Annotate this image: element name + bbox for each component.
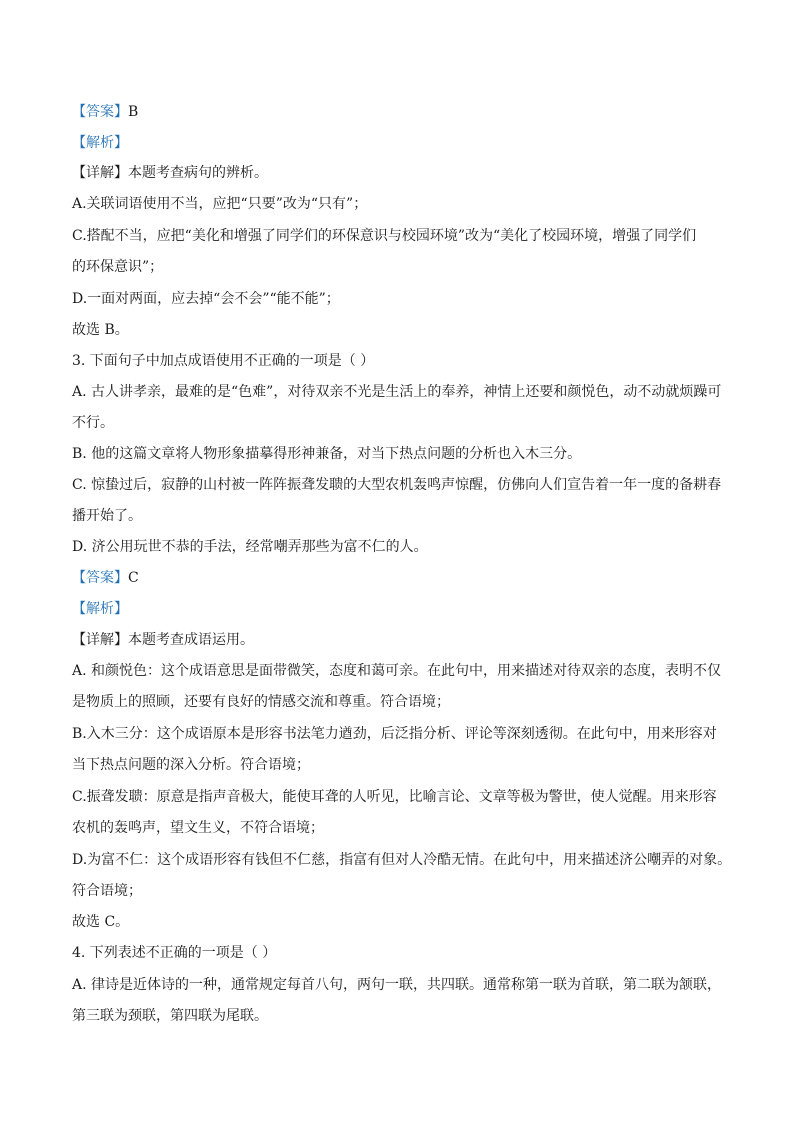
conclusion-q3: 故选 C。: [72, 914, 130, 930]
explanation-d: D.一面对两面，应去掉“会不会”“能不能”；: [72, 291, 340, 307]
q3-explanation-d-line2: 符合语境；: [72, 883, 142, 899]
explanation-c-line1: C.搭配不当，应把“美化和增强了同学们的环保意识与校园环境”改为“美化了校园环境，增强了同学们: [72, 228, 697, 244]
q3-explanation-b-line2: 当下热点问题的深入分析。符合语境；: [72, 757, 310, 773]
answer-line-q3: [72, 568, 732, 588]
explanation-c-line2: 的环保意识”；: [72, 259, 164, 275]
q4-option-a-line2: 第三联为颈联，第四联为尾联。: [72, 1008, 268, 1024]
question-4-stem: 4. 下列表述不正确的一项是（ ）: [72, 945, 277, 961]
q3-explanation-b-line1: B.入木三分：这个成语原本是形容书法笔力遒劲，后泛指分析、评论等深刻透彻。在此句中，用来形容对: [72, 726, 717, 742]
q3-explanation-a-line1: A. 和颜悦色：这个成语意思是面带微笑，态度和蔼可亲。在此句中，用来描述对待双亲的态度，表明不仅: [72, 663, 722, 679]
answer-line-q2: [72, 102, 732, 122]
q3-option-a-line1: A. 古人讲孝亲，最难的是“色难”，对待双亲不光是生活上的奉养，神情上还要和颜悦色，动不动就烦躁可: [72, 384, 722, 400]
q3-option-d: D. 济公用玩世不恭的手法，经常嘲弄那些为富不仁的人。: [72, 539, 428, 555]
answer-value: B: [128, 104, 139, 120]
q3-explanation-a-line2: 是物质上的照顾，还要有良好的情感交流和尊重。符合语境；: [72, 694, 450, 710]
answer-value: C: [128, 570, 139, 586]
q3-explanation-d-line1: D.为富不仁：这个成语形容有钱但不仁慈，指富有但对人冷酷无情。在此句中，用来描述济公嘲弄的对象。: [72, 852, 732, 868]
q3-explanation-c-line1: C.振聋发聩：原意是指声音极大，能使耳聋的人听见，比喻言论、文章等极为警世，使人觉醒。用来形容: [72, 789, 717, 805]
q3-option-b: B. 他的这篇文章将人物形象描摹得形神兼备，对当下热点问题的分析也入木三分。: [72, 446, 582, 462]
q3-explanation-c-line2: 农机的轰鸣声，望文生义，不符合语境；: [72, 820, 324, 836]
detail-line: 【详解】本题考查成语运用。: [72, 632, 254, 648]
q3-option-c-line2: 播开始了。: [72, 508, 142, 524]
answer-tag: 【答案】: [72, 104, 128, 120]
explanation-a: A.关联词语使用不当，应把“只要”改为“只有”；: [72, 196, 368, 212]
q4-option-a-line1: A. 律诗是近体诗的一种，通常规定每首八句，两句一联，共四联。通常称第一联为首联，第二联为颔联，: [72, 977, 722, 993]
analysis-tag: 【解析】: [72, 601, 128, 617]
question-3-stem: 3. 下面句子中加点成语使用不正确的一项是（ ）: [72, 353, 375, 369]
q3-option-c-line1: C. 惊蛰过后，寂静的山村被一阵阵振聋发聩的大型农机轰鸣声惊醒，仿佛向人们宣告着一年一度的备耕春: [72, 477, 722, 493]
q3-option-a-line2: 不行。: [72, 415, 114, 431]
detail-line: 【详解】本题考查病句的辨析。: [72, 165, 268, 181]
conclusion-q2: 故选 B。: [72, 322, 129, 338]
analysis-tag: 【解析】: [72, 135, 128, 151]
answer-tag: 【答案】: [72, 570, 128, 586]
